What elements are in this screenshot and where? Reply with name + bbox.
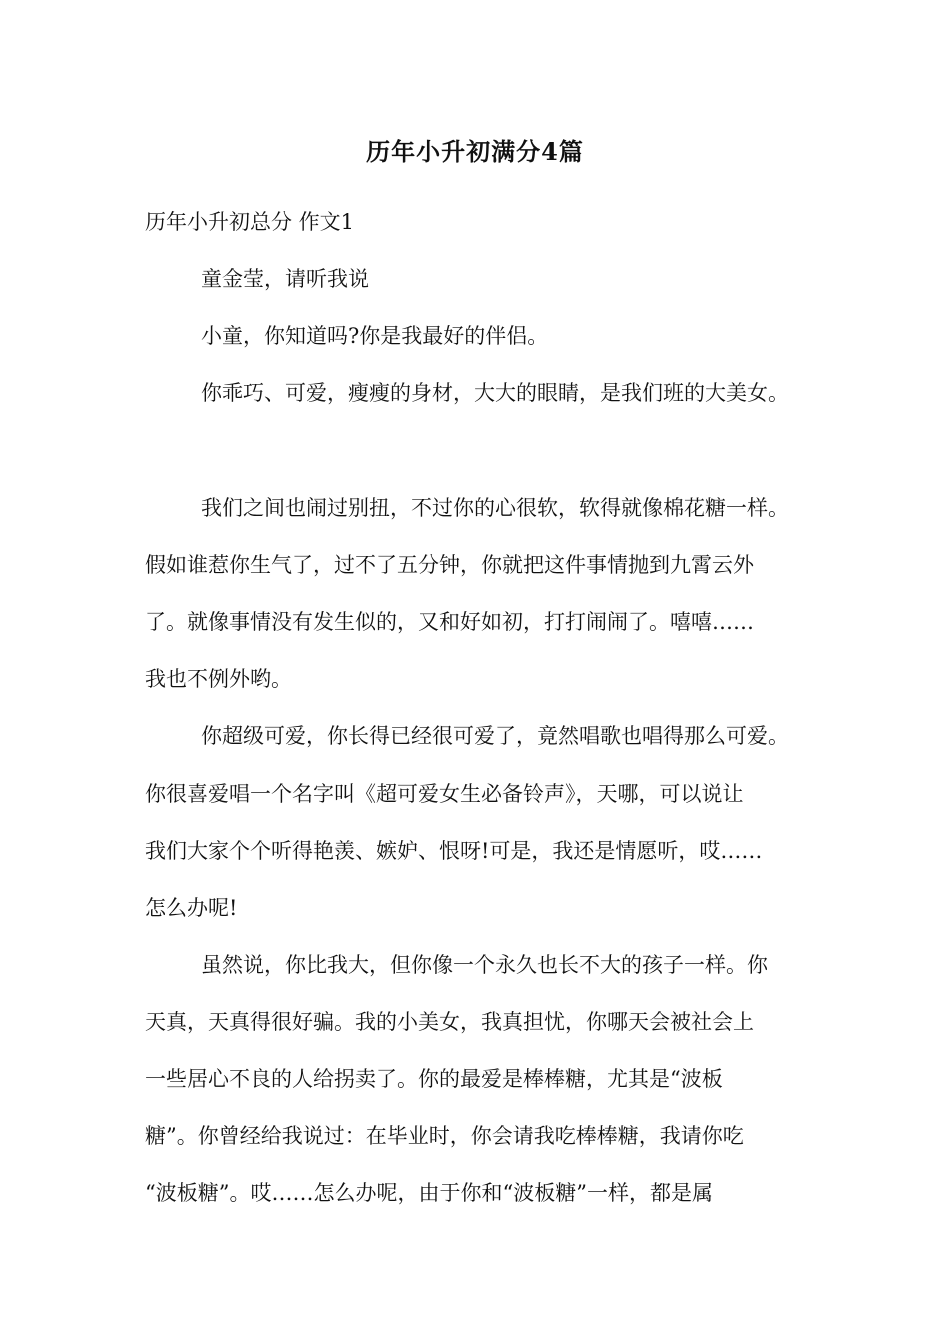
- paragraph-line: 你很喜爱唱一个名字叫《超可爱女生必备铃声》，天哪，可以说让: [145, 782, 744, 806]
- paragraph-line: 虽然说，你比我大，但你像一个永久也长不大的孩子一样。你: [201, 953, 768, 977]
- paragraph-line: 假如谁惹你生气了，过不了五分钟，你就把这件事情抛到九霄云外: [145, 553, 754, 577]
- paragraph-line: 怎么办呢!: [145, 896, 238, 920]
- paragraph-line: 你超级可爱，你长得已经很可爱了，竟然唱歌也唱得那么可爱。: [201, 724, 789, 748]
- document-title: 历年小升初满分4篇: [366, 137, 584, 166]
- paragraph-line: 我们之间也闹过别扭，不过你的心很软，软得就像棉花糖一样。: [201, 496, 789, 520]
- paragraph-line: 糖”。你曾经给我说过：在毕业时，你会请我吃棒棒糖，我请你吃: [145, 1124, 744, 1148]
- paragraph-line: 天真，天真得很好骗。我的小美女，我真担忧，你哪天会被社会上: [145, 1010, 754, 1034]
- paragraph-line: “波板糖”。哎……怎么办呢，由于你和“波板糖”一样，都是属: [145, 1181, 713, 1205]
- paragraph-line: 我们大家个个听得艳羡、嫉妒、恨呀!可是，我还是情愿听，哎……: [145, 839, 763, 863]
- paragraph-line: 一些居心不良的人给拐卖了。你的最爱是棒棒糖，尤其是“波板: [145, 1067, 723, 1091]
- paragraph-line: 我也不例外哟。: [145, 667, 292, 691]
- essay-heading: 历年小升初总分 作文1: [145, 210, 355, 234]
- paragraph-line: 小童，你知道吗?你是我最好的伴侣。: [201, 324, 549, 348]
- paragraph-line: 你乖巧、可爱，瘦瘦的身材，大大的眼睛，是我们班的大美女。: [201, 381, 789, 405]
- paragraph-line: 了。就像事情没有发生似的，又和好如初，打打闹闹了。嘻嘻……: [145, 610, 754, 634]
- paragraph-line: 童金莹，请听我说: [201, 267, 369, 291]
